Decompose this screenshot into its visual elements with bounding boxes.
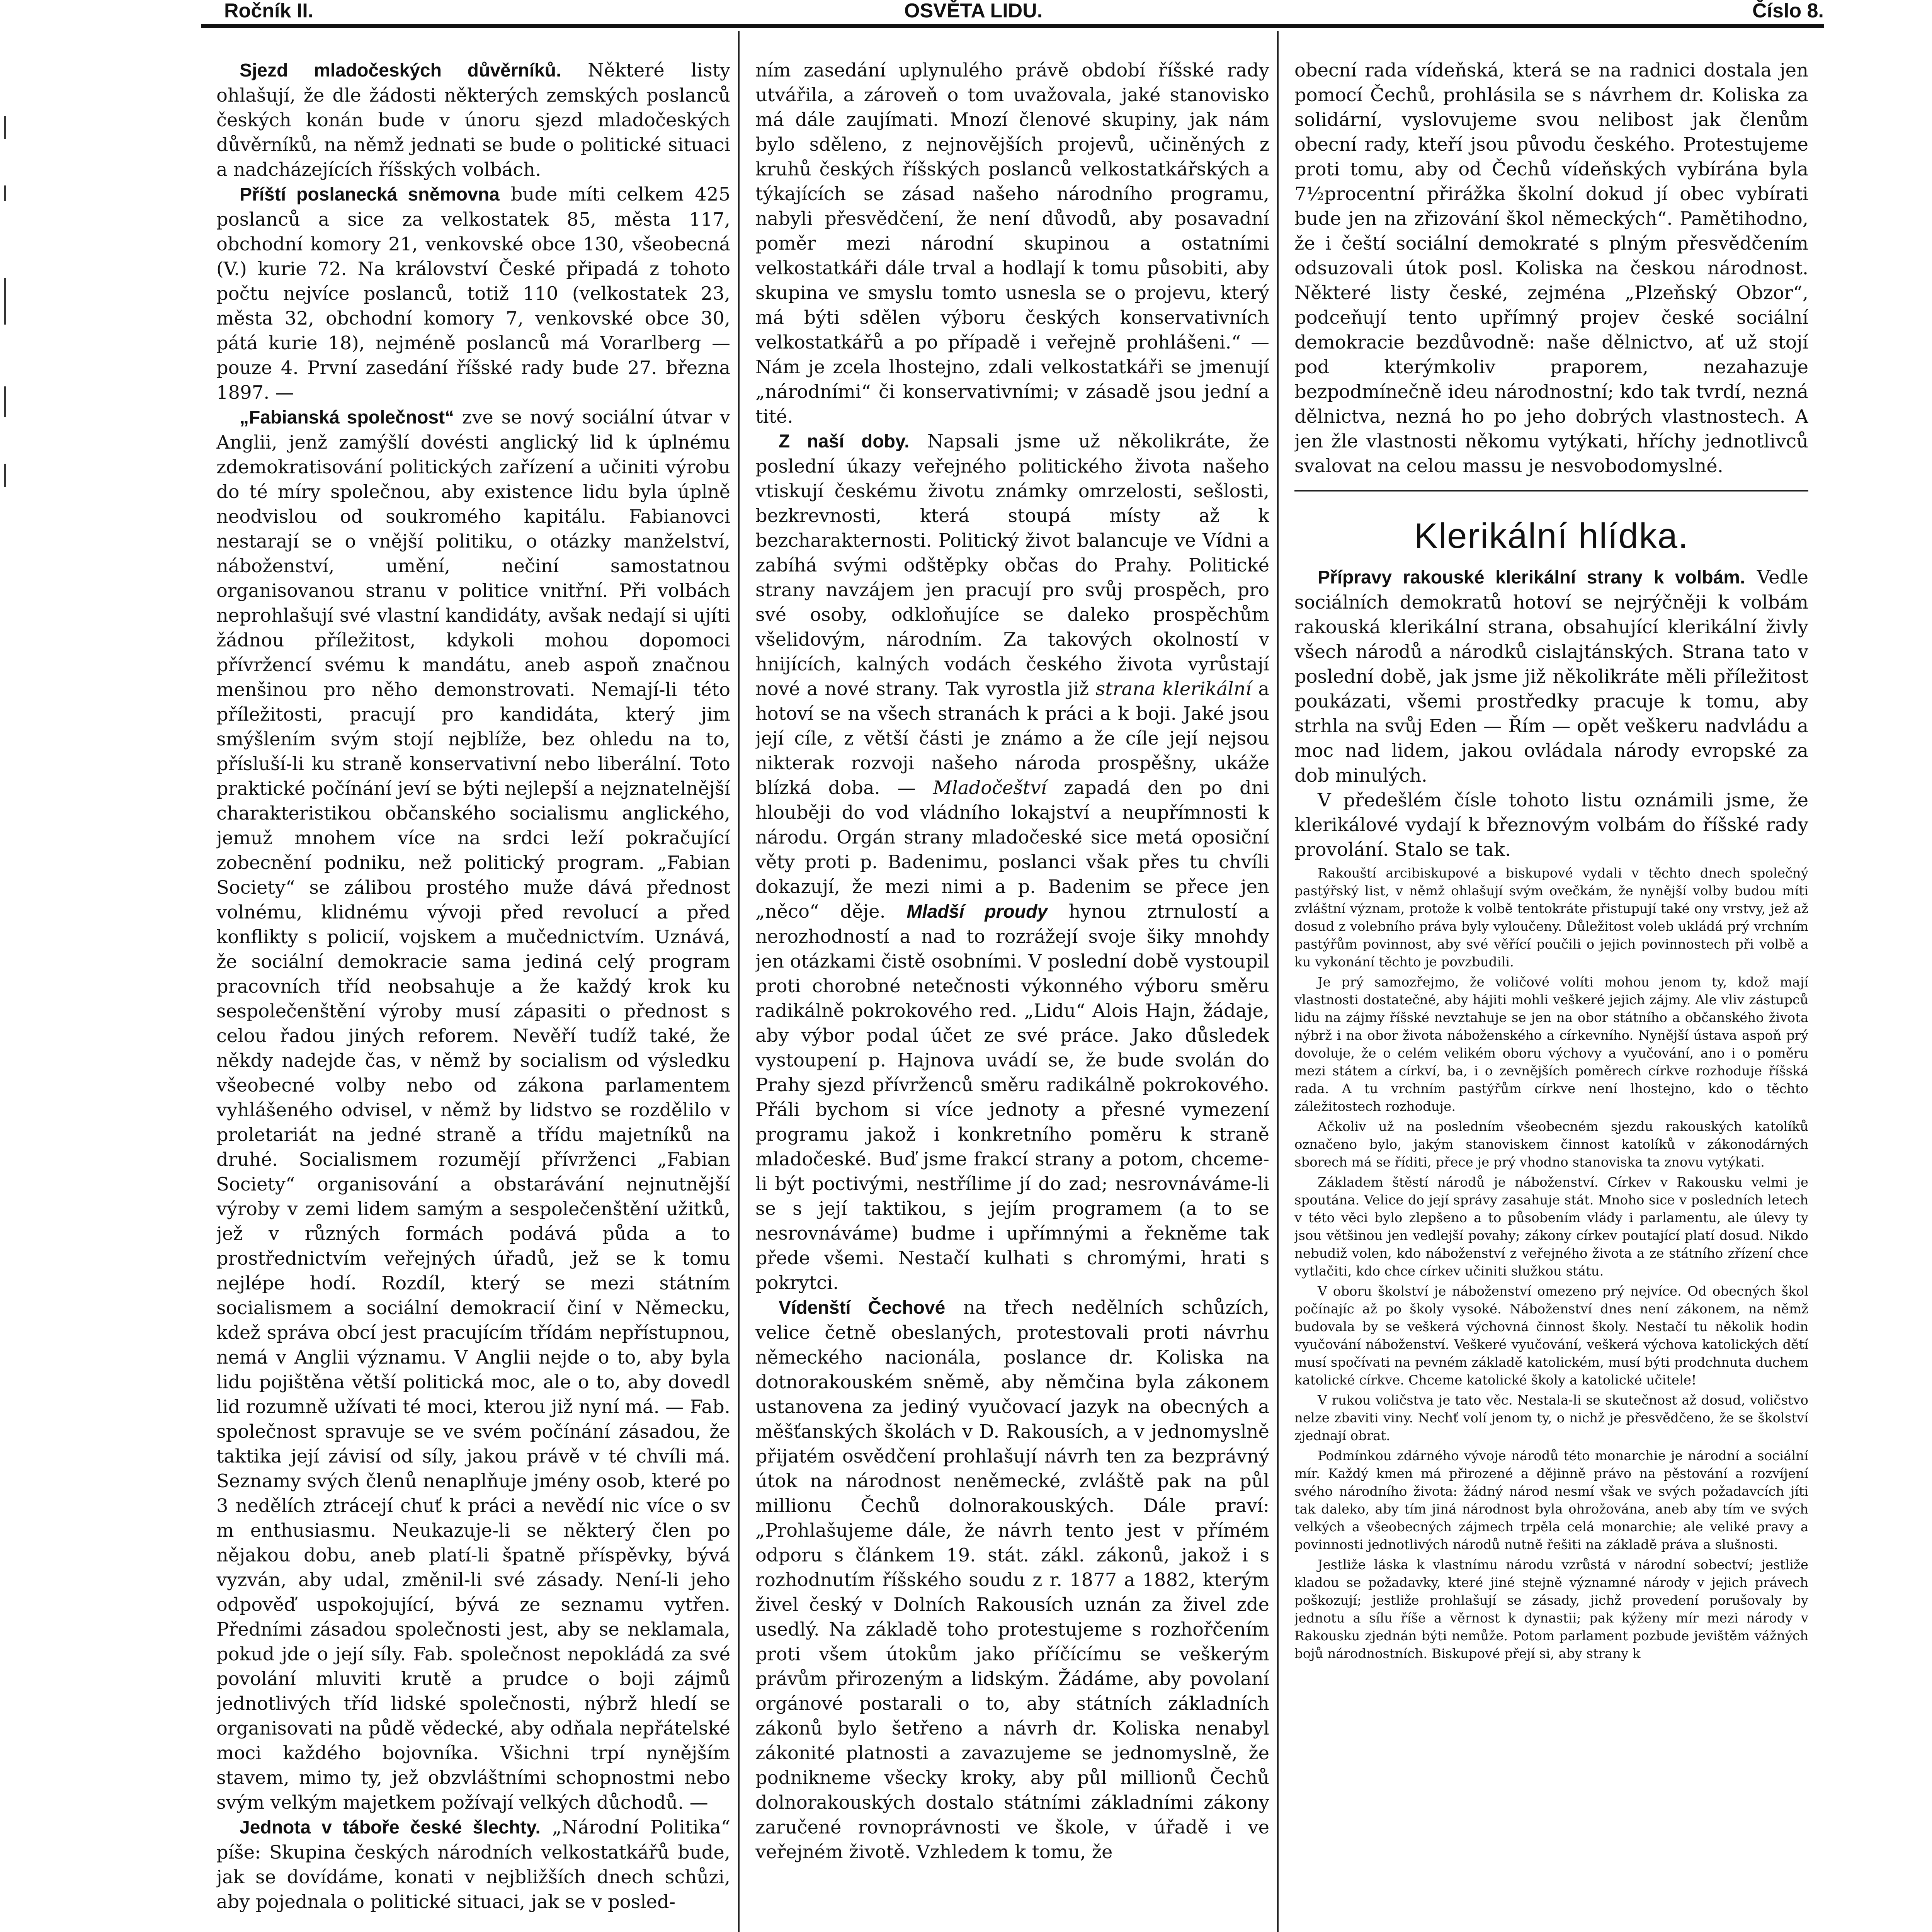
article-text: na třech nedělních schůzích, velice četně obeslaných, protestovali proti návrhu německého nacionála, poslance dr. Koliska na dotnorakouském sněmě, aby němčina byla zákonem ustanovena za jediný vyučovací jazyk na obecných a měšťanských školách v D. Rakousích, a v jednomyslně přijatém osvědčení prohlašují návrh ten za bezprávný útok na národnost neněmecké, zvláště pak na půl millionu Čechů dolnorakouských. Dále praví: „Prohlašujeme dále, že návrh tento jest v přímém odporu s článkem 19. stát. zákl. zákonů, jakož i s rozhodnutím říšského soudu z r. 1877 a 1882, kterým živel český v Dolních Rakousích uznán za živel zde usedlý. Na základě toho protestujeme s rozhořčením proti všem útokům jako příčícímu se veškerým právům přirozeným a lidským. Žádáme, aby povolaní orgánové postarali o to, aby státních základních zákonů bylo šetřeno a návrh dr. Koliska nenabyl zákonité platnosti a zavazujeme se jednomyslně, že podnikneme všecky kroky, aby půl millionů Čechů dolnorakouských dostalo státními základními zákony zaručené rovnoprávnosti ve škole, v úřadě i ve veřejném životě. Vzhledem k tomu, že [755,1297,1269,1863]
article-emphasis: strana klerikální [1095,678,1252,700]
article-emphasis: Mladší proudy [906,901,1048,922]
small-print-paragraph: Rakouští arcibiskupové a biskupové vydali v těchto dnech společný pastýřský list, v němž ohlašují svým ovečkám, že nynější volby budou míti zvláštní význam, protože k volbě tentokráte přistupují také ony vrstvy, jež až dosud z volebního práva byly vyloučeny. Důležitost voleb ukládá prý vrchním pastýřům povinnost, aby své věřící poučili o jejich povinnostech při volbě a ku vykonání těchto je povzbudili. [1294,866,1808,970]
masthead-title: OSVĚTA LIDU. [904,0,1043,22]
small-print-paragraph: V rukou voličstva je tato věc. Nestala-li se skutečnost až dosud, voličstvo nelze zbaviti viny. Nechť volí jenom ty, o nichž je přesvědčeno, že se školství zjednají obrat. [1294,1393,1808,1444]
issue-number: Číslo 8. [1752,0,1824,22]
article-heading: Sjezd mladočeských důvěrníků. [240,60,561,81]
column-rule-1 [738,31,740,1932]
article-videnstí-continued [1294,58,1808,478]
article-text: a hotoví se na všech stranách k práci a k boji. Jaké jsou její cíle, z větší části je známo a že cíle její nejsou nikterak rozvoji našeho národa prospěšny, ukáže blízká doba. — [755,678,1269,799]
article-text: hynou ztrnulostí a nerozhodností a nad to rozrážejí svoje šiky mnohdy jen otázkami čistě osobními. V poslední době vystoupil proti chorobné netečnosti výkonného výboru směru radikálně pokrokového red. „Lidu“ Alois Hajn, žádaje, aby výbor podal účet ze své práce. Jako důsledek vystoupení p. Hajnova uvádí se, že bude svolán do Prahy sjezd přívrženců směru radikálně pokrokového. Přáli bychom si více jednoty a přesné vymezení programu jakož i konkretního poměru k straně mladočeské. Buď jsme frakcí strany a potom, chceme-li být poctivými, nestřílime jí do zad; nesrovnáváme-li se s její taktikou, s jejím programem (a to se nesrovnáváme) budme i upřímnými a řekněme tak přede všemi. Nestačí kulhati s chromými, hrati s pokrytci. [755,901,1269,1294]
article-text: Napsali jsme už několikráte, že poslední úkazy veřejného politického života našeho vtiskují českému životu známky omrzelosti, sešlosti, bezkrevnosti, která stoupá místy až k bezcharakternosti. Politický život balancuje ve Vídni a zabíhá svými odštěpky občas do Prahy. Politické strany navzájem jen pracují pro svůj prospěch, pro své osoby, odkloňujíce se daleko prospěchům všelidovým, národním. Za takových okolností v hnijících, kalných vodách českého života vyrůstají nové a nové strany. Tak vyrostla již [755,430,1269,700]
article-heading: Příští poslanecká sněmovna [240,184,500,205]
article-text: zve se nový sociální útvar v Anglii, jenž zamýšlí dovésti anglický lid k úplnému zdemokratisování politických zařízení a učiniti výrobu do té míry společnou, aby existence lidu byla úplně neodvislou od soukromého kapitálu. Fabianovci nestarají se o vnější politiku, o otázky manželství, náboženství, umění, nečiní samostatnou organisovanou stranu v politice vnitřní. Při volbách neprohlašují své vlastní kandidáty, avšak nedají si ujíti žádnou příležitost, kdykoli mohou dopomoci přívržencí svému k mandátu, aneb aspoň značnou menšinou pro něho demonstrovati. Nemají-li této příležitosti, pracují pro kandidáta, který jim smýšlením svým stojí nejblíže, bez ohledu na to, přísluší-li ku straně konservativní nebo liberální. Toto praktické počínání jeví se býti nejlepší a nejznatelnější charakteristikou občanského socialismu anglického, jemuž mnohem více na srdci leží pokračující zobecnění podniku, než politický program. „Fabian Society“ se zálibou prostého muže dává přednost volnému, klidnému vývoji před revolucí a před konflikty s policií, vojskem a mučednictvím. Uznává, že sociální demokracie sama jediná celý program pracovních tříd neobsahuje a že každý krok ku sespolečenštění výroby musí zápasiti o přednost s celou řadou jiných reforem. Nevěří tudíž také, že někdy nadejde čas, v němž by socialism od výsledku všeobecné volby nebo od zákona parlamentem vyhlášeného odvisel, v němž by lidstvo se rozdělilo v proletariát na jedné straně a třídu majetníků na druhé. Socialismem rozumějí přívrženci „Fabian Society“ organisování a obstarávání nejnutnější výroby v zemi lidem samým a sespolečenštění užitků, jež v různých formách podává půda a to prostřednictvím veřejných úřadů, jež se k tomu nejlépe hodí. Rozdíl, který se mezi státním socialismem a sociální demokracií činí v Německu, kdež správa obcí jest pracujícím třídám nepřístupnou, nemá v Anglii významu. V Anglii nejde o to, aby byla lidu pojištěna větší politická moc, ale o to, aby dovedl lid rozumně užívati té moci, kterou již nyní má. — Fab. společnost spravuje se ve svém počínání zásadou, že taktika její závisí od síly, jakou právě v té chvíli má. Seznamy svých členů nenaplňuje jmény osob, které po 3 nedělích ztrácejí chuť k práci a nevědí nic více o sv m enthusiasmu. Neukazuje-li se některý člen po nějakou dobu, aneb platí-li špatně příspěvky, bývá vyzván, aby udal, změnil-li své zásady. Není-li jeho odpověď uspokojující, bývá ze seznamu vytřen. Předními zásadou společnosti jest, aby se neklamala, pokud jde o její síly. Fab. společnost nepokládá za své povolání mluviti krutě a prudce o boji zájmů jednotlivých tříd lidské společnosti, nýbrž hledí se organisovati na půdě vědecké, aby odňala nepřátelské moci každého bojovníka. Všichni trpí nynějším stavem, mimo ty, jež obzvláštními schopnostmi nebo svým velkým majetkem požívají velkých důchodů. — [216,406,730,1813]
article-text: bude míti celkem 425 poslanců a sice za velkostatek 85, města 117, obchodní komory 21, venkovské obce 130, všeobecná (V.) kurie 72. Na království České připadá z tohoto počtu nejvíce poslanců, totiž 110 (velkostatek 23, města 32, obchodní komory 7, venkovské obce 30, pátá kurie 18), nejméně poslanců má Vorarlberg — pouze 4. První zasedání říšské rady bude 27. března 1897. — [216,184,730,403]
article-emphasis: Mladočeštví [933,777,1047,799]
small-print-paragraph: V oboru školství je náboženství omezeno prý nejvíce. Od obecných škol počínajíc až po školy vysoké. Náboženství dnes není zákonem, na němž budovala by se veškerá výchovná činnost školy. Nestačí tu několik hodin vyučování náboženství. Veškeré vyučování, veškerá výchova katolických dětí musí spočívati na pevném základě katolickém, musí býti prodchnuta duchem katolické církve. Chceme katolické školy a katolické učitele! [1294,1284,1808,1388]
newspaper-page [201,0,1824,1932]
article-sjezd-mladoceskych [216,58,730,182]
volume-label: Ročník II. [224,0,314,22]
article-fabianska-spolecnost [216,405,730,1815]
column-2 [755,58,1269,1932]
article-z-nasi-doby [755,429,1269,1295]
article-pripravy-klerikalni-strany [1294,565,1808,788]
small-print-paragraph: Základem štěstí národů je náboženství. Církev v Rakousku velmi je spoutána. Velice do její správy zasahuje stát. Mnoho sice v posledních letech v této věci bylo zlepšeno a to působením vlády i parlamentu, ale úlevy ty jsou většinou jen vedlejší povahy; zákony církev poutající platí dosud. Nikdo nebudiž volen, kdo náboženství z veřejného života a ze státního zřízení chce vytlačiti, kdo chce církev učiniti služkou státu. [1294,1175,1808,1279]
header-rule [201,24,1824,28]
article-heading: Přípravy rakouské klerikální strany k volbám. [1318,567,1745,588]
article-text: zapadá den po dni hlouběji do vod vládního lokajství a neupřímnosti k národu. Orgán strany mladočeské sice metá oposiční věty proti p. Badenimu, poslanci však přes tu chvíli dokazují, že mezi nimi a p. Badenim se přece jen „něco“ děje. [755,777,1269,922]
article-jednota-continued [755,58,1269,429]
column-3 [1294,58,1808,1932]
article-heading: Vídenští Čechové [779,1298,946,1318]
left-margin-marks [0,116,12,1932]
small-print-paragraph: Jestliže láska k vlastnímu národu vzrůstá v národní sobectví; jestliže kladou se požadavky, které jiné stejně významné národy v jejich právech poškozují; jestliže prohlašují se zásady, jichž provedení porušovaly by jednotu a sílu říše a věrnost k dynastii; pak kýženy mír mezi národy v Rakousku zjednán býti nemůže. Potom parlament pozbude jevištěm vážných bojů národnostních. Biskupové přejí si, aby strany k [1294,1557,1808,1662]
article-text: obecní rada vídeňská, která se na radnici dostala jen pomocí Čechů, prohlásila se s návrhem dr. Koliska za solidární, vyslovujeme svou nelibost jak členům obecní rady, kteří jsou původu českého. Protestujeme proti tomu, aby od Čechů vídeňských vybírána byla 7½procentní přirážka školní dokud jí obec vybírati bude jen na zřizování škol německých“. Pamětihodno, že i čeští sociální demokraté s plným přesvědčením odsuzovali útok posl. Koliska na českou národnost. Některé listy české, zejména „Plzeňský Obzor“, podceňují tento upřímný projev české sociální demokracie bezdůvodně: naše dělnictvo, ať už stojí pod kterýmkoliv praporem, nezahazuje bezpodmínečně ideu národnostní; kdo tak tvrdí, nezná dělnictva, nezná ho po jeho dobrých vlastnostech. A jen žle vlastnosti někomu vytýkati, hříchy jednotlivců svalovat na celou massu je nesvobodomyslné. [1294,60,1808,477]
article-heading: Z naší doby. [779,431,910,452]
article-paragraph: V předešlém čísle tohoto listu oznámili jsme, že klerikálové vydají k březnovým volbám do říšské rady provolání. Stalo se tak. [1294,789,1808,861]
section-divider [1294,490,1808,492]
small-print-paragraph: Podmínkou zdárného vývoje národů této monarchie je národní a sociální mír. Každý kmen má přirozené a dějinně právo na pěstování a rozvíjení svého národního života: žádný národ nesmí však ve svých požadavcích jíti tak daleko, aby tím jiná národnost byla ohrožována, aneb aby tím ve svých velkých a všeobecných zájmech trpěla celá monarchie; ale veliké pravy a povinnosti jednotlivých národů nutně řešiti na základě práva a slušnosti. [1294,1448,1808,1553]
small-print-paragraph: Ačkoliv už na posledním všeobecném sjezdu rakouských katolíků označeno bylo, jakým stanoviskem činnost katolíků v zákonodárných sborech má se říditi, přece je prý vhodno stanoviska ta znovu vytýkati. [1294,1119,1808,1170]
article-text: ním zasedání uplynulého právě období říšské rady utvářila, a zároveň o tom uvažovala, jaké stanovisko má dále zaujímati. Mnozí členové skupiny, jak nám bylo sděleno, z nejnovějších projevů, učiněných z kruhů českých říšských poslanců velkostatkářských a týkajících se zásad našeho národního programu, nabyli přesvědčení, že není důvodů, aby posavadní poměr mezi národní skupinou a ostatními velkostatkáři dále trval a hodlají k tomu působiti, aby skupina ve smyslu tomto usnesla se o projevu, který má býti sdělen výboru českých konservativních velkostatkářů a po případě i veřejně prohlášeni.“ — Nám je zcela lhostejno, zdali velkostatkáři se jmenují „národními“ či konservativními; v zásadě jsou jední a tité. [755,60,1269,427]
article-text: „Národní Politika“ píše: Skupina českých národních velkostatkářů bude, jak se dovídáme, konati v nejbližších dnech schůzi, aby pojednala o politické situaci, jak se v posled- [216,1816,730,1913]
article-text: Vedle sociálních demokratů hotoví se nejrýčněji k volbám rakouská klerikální strana, obsahující klerikální živly všech národů a národků cislajtánských. Strana tato v poslední době, jak jsme již několikráte měli příležitost poukázati, všemi prostředky pracuje k tomu, aby strhla na svůj Eden — Řím — opět veškeru nadvládu a moc nad lidem, jakou ovládala národy evropské za dob minulých. [1294,566,1808,786]
article-videnstí-cechove [755,1295,1269,1864]
running-head [201,0,1824,23]
article-heading: Jednota v táboře české šlechty. [240,1817,541,1838]
column-1 [216,58,730,1932]
section-title-klerikalni-hlidka: Klerikální hlídka. [1414,516,1689,556]
column-rule-2 [1277,31,1279,1932]
article-heading: „Fabianská společnost“ [240,407,454,428]
article-pristi-snemovna [216,182,730,405]
small-print-paragraph: Je prý samozřejmo, že voličové volíti mohou jenom ty, kdož mají vlastnosti dostatečné, aby hájiti mohli veškeré jejich zájmy. Ale vliv zástupců lidu na zájmy říšské nevztahuje se jen na obor státního a občanského života nýbrž i na obor života náboženského a církevního. Nynější ústava aspoň prý dovoluje, že o celém velikém oboru výchovy a vyučování, ano i o poměru mezi státem a církví, ba, i o zevnějších poměrech církve rozhoduje říšská rada. A tu vrchním pastýřům církve není lhostejno, kdo o těchto záležitostech rozhoduje. [1294,975,1808,1114]
article-jednota-slechty [216,1815,730,1914]
article-text: Některé listy ohlašují, že dle žádosti některých zemských poslanců českých konán bude v únoru sjezd mladočeských důvěrníků, na němž jednati se bude o politické situaci a nadcházejících říšských volbách. [216,60,730,180]
